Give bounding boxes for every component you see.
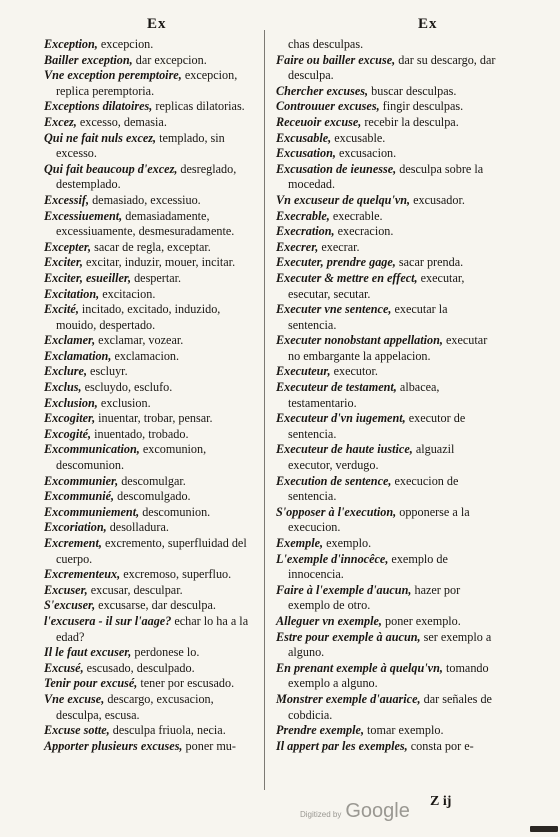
- dictionary-entry: [276, 146, 498, 162]
- entry-headword: Exclusion,: [44, 395, 98, 410]
- running-head-right: Ex: [418, 16, 438, 32]
- watermark-small-text: Digitized by: [300, 810, 342, 819]
- entry-translation: execucion de sentencia.: [288, 473, 459, 504]
- entry-headword: Excommuniement,: [44, 504, 140, 519]
- dictionary-entry: [276, 474, 498, 505]
- entry-headword: S'excuser,: [44, 598, 96, 613]
- dictionary-entry: [44, 302, 256, 333]
- entry-translation: despertar.: [131, 270, 182, 285]
- entry-headword: Executeur de haute iustice,: [276, 442, 413, 457]
- entry-translation: exclamacion.: [111, 348, 180, 363]
- entry-translation: executor.: [330, 364, 378, 379]
- entry-translation: executar no embargante la appelacion.: [288, 333, 488, 363]
- entry-headword: Excoriation,: [44, 520, 107, 535]
- entry-headword: Il le faut excuser,: [44, 645, 132, 660]
- entry-headword: Exceptions dilatoires,: [44, 99, 153, 114]
- entry-translation: hazer por exemplo de otro.: [288, 582, 461, 613]
- dictionary-entry: [276, 115, 498, 131]
- entry-translation: tomando exemplo a alguno.: [288, 660, 489, 691]
- dictionary-entry: [276, 583, 498, 614]
- entry-headword: Excogité,: [44, 426, 92, 441]
- entry-headword: Bailler exception,: [44, 52, 133, 67]
- entry-translation: descomunion.: [139, 504, 211, 519]
- dictionary-entry: [44, 536, 256, 567]
- page-edge-mark: [530, 826, 558, 832]
- dictionary-entry: [44, 505, 256, 521]
- dictionary-entry: [44, 271, 256, 287]
- entry-translation: executor de sentencia.: [288, 411, 466, 441]
- entry-translation: execrar.: [318, 239, 360, 254]
- dictionary-entry: [276, 505, 498, 536]
- entry-headword: Prendre exemple,: [276, 723, 364, 738]
- entry-translation: demasiadamente, excessiuamente, desmesuradamente.: [56, 208, 235, 239]
- entry-headword: Vne exception peremptoire,: [44, 68, 182, 83]
- entry-translation: excusar, desculpar.: [87, 582, 183, 597]
- entry-translation: replicas dilatorias.: [152, 99, 245, 114]
- dictionary-entry: [44, 614, 256, 645]
- entry-translation: exclamar, vozear.: [95, 333, 184, 348]
- entry-headword: Excrement,: [44, 536, 102, 550]
- entry-headword: Receuoir excuse,: [276, 114, 362, 129]
- entry-headword: Executer vne sentence,: [276, 302, 392, 317]
- entry-headword: Execrable,: [276, 208, 330, 223]
- dictionary-entry: [276, 209, 498, 225]
- entry-translation: poner exemplo.: [381, 613, 461, 628]
- dictionary-entry: [44, 333, 256, 349]
- dictionary-entry: [276, 131, 498, 147]
- column-divider: [264, 30, 265, 790]
- digitized-watermark: [300, 800, 440, 824]
- dictionary-entry: [276, 240, 498, 256]
- dictionary-entry: [44, 255, 256, 271]
- entry-translation: excusador.: [410, 192, 465, 207]
- entry-headword: Excommunier,: [44, 473, 119, 488]
- dictionary-entry: [276, 162, 498, 193]
- entry-headword: Executer & mettre en effect,: [276, 270, 418, 285]
- dictionary-entry: [276, 271, 498, 302]
- entry-translation: excitar, induzir, mouer, incitar.: [82, 255, 236, 270]
- entry-headword: Faire à l'exemple d'aucun,: [276, 582, 412, 597]
- entry-translation: buscar desculpas.: [368, 83, 457, 98]
- entry-translation: sacar de regla, exceptar.: [91, 239, 211, 254]
- entry-translation: demasiado, excessiuo.: [89, 192, 201, 207]
- entry-translation: sacar prenda.: [395, 255, 464, 270]
- entry-headword: S'opposer à l'execution,: [276, 504, 397, 519]
- entry-translation: recebir la desculpa.: [361, 114, 459, 129]
- dictionary-entry: [44, 99, 256, 115]
- dictionary-entry: [276, 739, 498, 755]
- entry-headword: Excessif,: [44, 192, 90, 207]
- entry-translation: excusarse, dar desculpa.: [95, 598, 216, 613]
- dictionary-entry: [44, 53, 256, 69]
- entry-translation: excusacion.: [335, 146, 397, 161]
- entry-headword: Executeur,: [276, 364, 331, 379]
- left-column: [44, 37, 256, 754]
- entry-translation: perdonese lo.: [131, 645, 200, 660]
- dictionary-entry: [276, 536, 498, 552]
- dictionary-entry: [44, 442, 256, 473]
- entry-headword: Exception,: [44, 37, 98, 51]
- dictionary-entry: [44, 520, 256, 536]
- dictionary-entry: [276, 37, 498, 53]
- dictionary-entry: [44, 411, 256, 427]
- entry-translation: executar la sentencia.: [288, 302, 448, 332]
- entry-headword: Excusation de ieunesse,: [276, 161, 397, 176]
- entry-translation: desculpa sobre la mocedad.: [288, 161, 484, 192]
- entry-headword: Apporter plusieurs excuses,: [44, 738, 183, 753]
- entry-translation: desculpa friuola, necia.: [109, 723, 226, 738]
- entry-headword: Excessiuement,: [44, 208, 123, 223]
- entry-translation: tener por escusado.: [137, 676, 235, 691]
- dictionary-entry: [44, 676, 256, 692]
- dictionary-entry: [44, 37, 256, 53]
- dictionary-entry: [276, 193, 498, 209]
- entry-headword: Excusé,: [44, 660, 84, 675]
- entry-translation: tomar exemplo.: [364, 723, 444, 738]
- dictionary-entry: [44, 209, 256, 240]
- entry-translation: descomulgar.: [118, 473, 186, 488]
- dictionary-entry: [276, 364, 498, 380]
- entry-translation: exclusion.: [97, 395, 151, 410]
- dictionary-entry: [276, 411, 498, 442]
- entry-headword: Executeur de testament,: [276, 380, 397, 395]
- entry-translation: descargo, excusacion, desculpa, escusa.: [56, 691, 214, 722]
- entry-translation: opponerse a la execucion.: [288, 504, 470, 535]
- dictionary-entry: [44, 349, 256, 365]
- dictionary-entry: [276, 723, 498, 739]
- entry-headword: Excuse sotte,: [44, 723, 110, 738]
- entry-translation: desolladura.: [106, 520, 169, 535]
- entry-translation: albacea, testamentario.: [288, 380, 440, 410]
- dictionary-entry: [276, 99, 498, 115]
- entry-headword: Qui fait beaucoup d'excez,: [44, 161, 178, 176]
- entry-translation: execrable.: [329, 208, 383, 223]
- entry-headword: Exclus,: [44, 380, 82, 395]
- dictionary-entry: [44, 427, 256, 443]
- entry-translation: chas desculpas.: [288, 37, 364, 51]
- dictionary-entry: [276, 255, 498, 271]
- dictionary-entry: [276, 224, 498, 240]
- entry-headword: Excepter,: [44, 239, 92, 254]
- entry-headword: Monstrer exemple d'auarice,: [276, 691, 421, 706]
- entry-translation: dar señales de cobdicia.: [288, 691, 492, 722]
- entry-headword: En prenant exemple à quelqu'vn,: [276, 660, 443, 675]
- entry-headword: Excitation,: [44, 286, 100, 301]
- entry-headword: Faire ou bailler excuse,: [276, 52, 396, 67]
- entry-headword: Controuuer excuses,: [276, 99, 380, 114]
- signature-mark: Z ij: [430, 794, 452, 809]
- entry-translation: dar excepcion.: [132, 52, 207, 67]
- dictionary-entry: [44, 723, 256, 739]
- entry-headword: Chercher excuses,: [276, 83, 369, 98]
- entry-headword: Exemple,: [276, 536, 324, 550]
- entry-translation: excomunion, descomunion.: [56, 442, 207, 473]
- entry-translation: excepcion.: [97, 37, 154, 51]
- entry-headword: l'excusera - il sur l'aage?: [44, 613, 172, 628]
- dictionary-entry: [44, 380, 256, 396]
- entry-headword: Alleguer vn exemple,: [276, 613, 382, 628]
- dictionary-entry: [276, 84, 498, 100]
- entry-headword: Execration,: [276, 224, 335, 239]
- dictionary-entry: [276, 692, 498, 723]
- dictionary-entry: [44, 287, 256, 303]
- dictionary-entry: [44, 193, 256, 209]
- entry-headword: Excez,: [44, 114, 77, 129]
- dictionary-entry: [44, 240, 256, 256]
- entry-translation: excitacion.: [99, 286, 156, 301]
- entry-translation: fingir desculpas.: [379, 99, 464, 114]
- dictionary-entry: [44, 598, 256, 614]
- entry-translation: ser exemplo a alguno.: [288, 629, 492, 660]
- entry-translation: poner mu-: [182, 738, 236, 753]
- entry-headword: Excrementeux,: [44, 567, 121, 582]
- dictionary-entry: [44, 68, 256, 99]
- dictionary-entry: [44, 115, 256, 131]
- entry-translation: inuentado, trobado.: [91, 426, 189, 441]
- running-head-left: Ex: [147, 16, 167, 32]
- entry-translation: escusado, desculpado.: [83, 660, 195, 675]
- entry-translation: echar lo ha a la edad?: [56, 613, 249, 644]
- entry-translation: consta por e-: [407, 738, 474, 753]
- entry-headword: Excuser,: [44, 582, 88, 597]
- dictionary-entry: [44, 739, 256, 755]
- entry-headword: Tenir pour excusé,: [44, 676, 138, 691]
- entry-translation: excepcion, replica peremptoria.: [56, 68, 238, 98]
- dictionary-entry: [44, 489, 256, 505]
- entry-translation: excremento, superfluidad del cuerpo.: [56, 536, 247, 566]
- entry-translation: templado, sin excesso.: [56, 130, 225, 161]
- dictionary-entry: [44, 364, 256, 380]
- dictionary-entry: [276, 53, 498, 84]
- entry-headword: Excogiter,: [44, 411, 96, 426]
- entry-translation: exemplo de innocencia.: [288, 551, 448, 582]
- entry-headword: Executer nonobstant appellation,: [276, 333, 443, 348]
- dictionary-entry: [44, 567, 256, 583]
- entry-headword: Executer, prendre gage,: [276, 255, 396, 270]
- entry-headword: Execrer,: [276, 239, 319, 254]
- entry-headword: Excusation,: [276, 146, 336, 161]
- entry-headword: Exclamation,: [44, 348, 112, 363]
- entry-headword: Executeur d'vn iugement,: [276, 411, 406, 426]
- entry-translation: excesso, demasia.: [76, 114, 167, 129]
- dictionary-entry: [276, 614, 498, 630]
- dictionary-entry: [44, 474, 256, 490]
- entry-headword: Vn excuseur de quelqu'vn,: [276, 192, 411, 207]
- entry-headword: Vne excuse,: [44, 691, 105, 706]
- entry-headword: Exciter,: [44, 255, 83, 270]
- dictionary-entry: [44, 396, 256, 412]
- entry-headword: Exciter, esueiller,: [44, 270, 132, 285]
- entry-translation: desreglado, destemplado.: [56, 161, 237, 192]
- entry-translation: excusable.: [331, 130, 386, 145]
- watermark-logo-text: Google: [345, 800, 410, 822]
- dictionary-entry: [44, 645, 256, 661]
- entry-translation: exemplo.: [323, 536, 372, 550]
- dictionary-entry: [276, 552, 498, 583]
- entry-translation: inuentar, trobar, pensar.: [95, 411, 213, 426]
- entry-translation: dar su descargo, dar desculpa.: [288, 52, 496, 83]
- entry-headword: Excommunication,: [44, 442, 140, 457]
- entry-translation: escluydo, esclufo.: [81, 380, 173, 395]
- dictionary-entry: [276, 661, 498, 692]
- entry-headword: Exclamer,: [44, 333, 96, 348]
- entry-headword: Excusable,: [276, 130, 332, 145]
- entry-headword: Qui ne fait nuls excez,: [44, 130, 157, 145]
- entry-translation: descomulgado.: [114, 489, 191, 504]
- dictionary-entry: [276, 333, 498, 364]
- dictionary-entry: [276, 302, 498, 333]
- dictionary-entry: [276, 442, 498, 473]
- entry-headword: Il appert par les exemples,: [276, 738, 408, 753]
- entry-translation: excremoso, superfluo.: [120, 567, 232, 582]
- entry-headword: L'exemple d'innocêce,: [276, 551, 389, 566]
- dictionary-entry: [276, 380, 498, 411]
- dictionary-entry: [44, 661, 256, 677]
- right-column: [276, 37, 498, 754]
- entry-translation: alguazil executor, verdugo.: [288, 442, 455, 473]
- entry-translation: executar, esecutar, secutar.: [288, 270, 465, 301]
- entry-translation: incitado, excitado, induzido, mouido, despertado.: [56, 302, 221, 332]
- entry-headword: Exclure,: [44, 364, 87, 379]
- dictionary-entry: [44, 131, 256, 162]
- entry-headword: Estre pour exemple à aucun,: [276, 629, 421, 644]
- dictionary-entry: [44, 692, 256, 723]
- entry-headword: Excommunié,: [44, 489, 115, 504]
- dictionary-entry: [276, 630, 498, 661]
- entry-headword: Excité,: [44, 302, 79, 317]
- entry-headword: Execution de sentence,: [276, 473, 392, 488]
- entry-translation: execracion.: [334, 224, 394, 239]
- entry-translation: escluyr.: [87, 364, 128, 379]
- dictionary-entry: [44, 162, 256, 193]
- dictionary-entry: [44, 583, 256, 599]
